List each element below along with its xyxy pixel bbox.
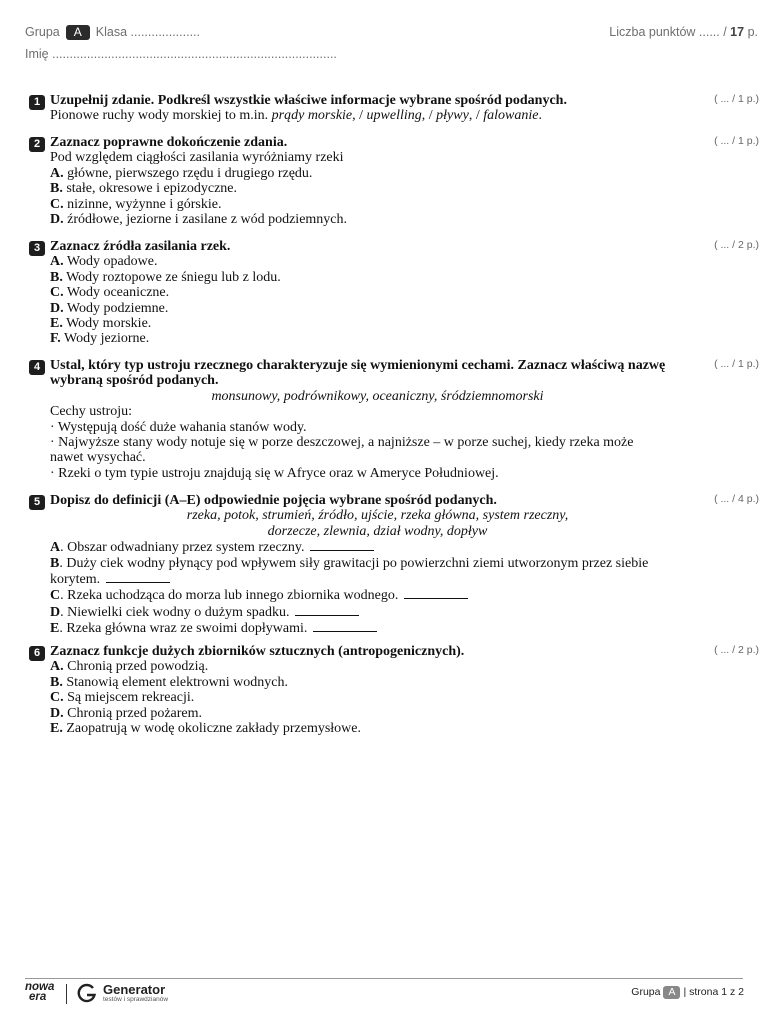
definition-letter: A: [50, 540, 61, 556]
answer-b[interactable]: [50, 675, 705, 690]
answer-a[interactable]: [50, 659, 705, 674]
answer-text: nizinne, wyżynne i górskie.: [67, 196, 222, 212]
generator-subtitle: testów i sprawdzianów: [103, 996, 169, 1003]
task-title: Uzupełnij zdanie. Podkreśl wszystkie właściwe informacje wybrane spośród podanych.: [50, 93, 567, 108]
task-points: ( ... / 2 p.): [714, 644, 759, 656]
task-sentence: [50, 108, 705, 123]
task-number: 5: [29, 495, 45, 510]
answer-text: Wody roztopowe ze śniegu lub z lodu.: [66, 269, 281, 285]
word-bank-line2: dorzecze, zlewnia, dział wodny, dopływ: [267, 523, 488, 539]
answer-text: Są miejscem rekreacji.: [67, 690, 195, 706]
answer-text: źródłowe, jeziorne i zasilane z wód podziemnych.: [67, 212, 348, 228]
answer-text: Chronią przed pożarem.: [67, 705, 203, 721]
answer-letter: B.: [50, 181, 63, 197]
answer-e[interactable]: [50, 316, 705, 331]
task-title: Zaznacz źródła zasilania rzek.: [50, 239, 231, 254]
answer-b[interactable]: [50, 181, 705, 196]
answer-letter: B.: [50, 674, 63, 690]
answer-text: Wody podziemne.: [66, 300, 169, 316]
generator-logo: [103, 983, 168, 1004]
separator: , /: [421, 108, 437, 124]
answer-letter: A.: [50, 659, 64, 675]
separator: , /: [468, 108, 484, 124]
feature-item: nawet wysychać.: [50, 450, 146, 466]
answer-letter: E.: [50, 721, 63, 737]
klasa-label: Klasa: [95, 25, 128, 39]
footer-divider: [25, 978, 743, 979]
grupa-badge: A: [66, 25, 90, 40]
answer-text: stałe, okresowe i epizodyczne.: [66, 181, 237, 197]
answer-blank[interactable]: [310, 539, 374, 551]
generator-title: Generator: [103, 982, 166, 997]
sentence-start: Pionowe ruchy wody morskiej to m.in.: [50, 108, 272, 124]
answer-letter: A.: [50, 254, 64, 270]
task-1: [29, 93, 759, 124]
task-2: [29, 135, 759, 228]
definition-b-cont: [50, 571, 705, 587]
definition-b: [50, 556, 705, 571]
task-points: ( ... / 4 p.): [714, 493, 759, 505]
task-points: ( ... / 1 p.): [714, 93, 759, 105]
definition-text: . Rzeka uchodząca do morza lub innego zbiornika wodnego.: [60, 588, 402, 604]
answer-text: Zaopatrują w wodę okoliczne zakłady przemysłowe.: [66, 721, 362, 737]
answer-text: Stanowią element elektrowni wodnych.: [66, 674, 288, 690]
definition-text: . Rzeka główna wraz ze swoimi dopływami.: [59, 621, 311, 637]
feature-item: · Rzeki o tym typie ustroju znajdują się w Afryce oraz w Ameryce Południowej.: [50, 465, 499, 481]
answer-blank[interactable]: [313, 620, 377, 632]
grupa-label: Grupa: [25, 25, 60, 39]
answer-letter: A.: [50, 165, 64, 181]
answer-d[interactable]: [50, 301, 705, 316]
answer-blank[interactable]: [295, 604, 359, 616]
definition-c: [50, 587, 705, 603]
task-title: Zaznacz funkcje dużych zbiorników sztucznych (antropogenicznych).: [50, 644, 465, 659]
definition-text: . Duży ciek wodny płynący pod wpływem siły grawitacji po powierzchni ziemi utworzonym przez siebie: [59, 555, 649, 571]
logo-line1: nowa: [25, 981, 55, 993]
task-5: [29, 493, 759, 637]
task-title: Zaznacz poprawne dokończenie zdania.: [50, 135, 288, 150]
definition-letter: B: [50, 555, 60, 571]
answer-a[interactable]: [50, 166, 705, 181]
answer-letter: C.: [50, 285, 64, 301]
answer-letter: F.: [50, 331, 61, 347]
task-number: 6: [29, 646, 45, 661]
footer-page-info: [631, 986, 744, 999]
task-3: [29, 239, 759, 347]
answer-letter: D.: [50, 212, 64, 228]
header-points: [609, 25, 758, 39]
footer-grupa-label: Grupa: [631, 986, 661, 998]
answer-letter: B.: [50, 269, 63, 285]
option-4[interactable]: falowanie: [483, 108, 539, 124]
separator: , /: [352, 108, 367, 124]
task-points: ( ... / 1 p.): [714, 135, 759, 147]
footer-page-number: | strona 1 z 2: [683, 986, 744, 998]
definition-letter: D: [50, 604, 61, 620]
logo-line2: era: [29, 991, 47, 1003]
task-stem: Pod względem ciągłości zasilania wyróżniamy rzeki: [50, 150, 344, 166]
option-3[interactable]: pływy: [436, 108, 469, 124]
generator-g-icon: [77, 983, 97, 1003]
word-bank-line1: rzeka, potok, strumień, źródło, ujście, rzeka główna, system rzeczny,: [186, 508, 569, 524]
header-name: [25, 47, 337, 61]
definition-text-cont: korytem.: [50, 572, 104, 588]
option-1[interactable]: prądy morskie: [271, 108, 353, 124]
answer-letter: C.: [50, 196, 64, 212]
points-unit: p.: [747, 25, 758, 39]
definition-a: [50, 539, 705, 555]
answer-b[interactable]: [50, 270, 705, 285]
answer-a[interactable]: [50, 254, 705, 269]
answer-text: Wody opadowe.: [66, 254, 158, 270]
answer-text: Chronią przed powodzią.: [67, 659, 209, 675]
option-2[interactable]: upwelling: [366, 108, 422, 124]
answer-e[interactable]: [50, 721, 705, 736]
answer-letter: D.: [50, 300, 64, 316]
task-number: 1: [29, 95, 45, 110]
answer-letter: E.: [50, 316, 63, 332]
task-6: [29, 644, 759, 737]
task-4: [29, 358, 759, 481]
definition-text: . Obszar odwadniany przez system rzeczny.: [60, 540, 309, 556]
task-points: ( ... / 2 p.): [714, 239, 759, 251]
answer-blank[interactable]: [404, 587, 468, 599]
task-points: ( ... / 1 p.): [714, 358, 759, 370]
definition-e: [50, 620, 705, 636]
imie-dots: ..................................................................................: [52, 47, 337, 61]
answer-text: Wody oceaniczne.: [66, 285, 170, 301]
word-bank: monsunowy, podrównikowy, oceaniczny, śródziemnomorski: [211, 388, 544, 404]
answer-d[interactable]: [50, 212, 705, 227]
task-number: 4: [29, 360, 45, 375]
answer-f[interactable]: [50, 331, 705, 346]
answer-d[interactable]: [50, 706, 705, 721]
answer-letter: D.: [50, 705, 64, 721]
task-number: 2: [29, 137, 45, 152]
answer-text: Wody morskie.: [66, 316, 152, 332]
answer-c[interactable]: [50, 690, 705, 705]
definition-letter: C: [50, 588, 61, 604]
answer-c[interactable]: [50, 197, 705, 212]
imie-label: Imię: [25, 47, 49, 61]
footer-grupa-badge: A: [663, 986, 680, 999]
answer-text: główne, pierwszego rzędu i drugiego rzędu.: [67, 165, 313, 181]
klasa-dots: ....................: [130, 25, 200, 39]
answer-letter: C.: [50, 690, 64, 706]
sentence-end: .: [538, 108, 542, 124]
definition-letter: E: [50, 621, 60, 637]
task-title: Dopisz do definicji (A–E) odpowiednie pojęcia wybrane spośród podanych.: [50, 493, 497, 508]
feature-item: · Występują dość duże wahania stanów wody.: [50, 419, 307, 435]
answer-blank[interactable]: [106, 571, 170, 583]
task-number: 3: [29, 241, 45, 256]
points-label: Liczba punktów ...... /: [609, 25, 727, 39]
nowa-era-logo: [25, 982, 54, 1002]
task-title-line1: Ustal, który typ ustroju rzecznego charakteryzuje się wymienionymi cechami. Zaznacz właściwą nazwę: [50, 358, 666, 373]
answer-c[interactable]: [50, 285, 705, 300]
feature-item: · Najwyższe stany wody notuje się w porze deszczowej, a najniższe – w porze suchej, kiedy rzeka może: [50, 435, 634, 451]
logo-separator: [66, 984, 67, 1004]
definition-d: [50, 604, 705, 620]
points-total: 17: [730, 25, 745, 39]
answer-text: Wody jeziorne.: [64, 331, 150, 347]
definition-text: . Niewielki ciek wodny o dużym spadku.: [60, 604, 294, 620]
header-group-class: [25, 25, 200, 40]
task-title-line2: wybraną spośród podanych.: [50, 373, 219, 389]
features-label: Cechy ustroju:: [50, 404, 133, 420]
